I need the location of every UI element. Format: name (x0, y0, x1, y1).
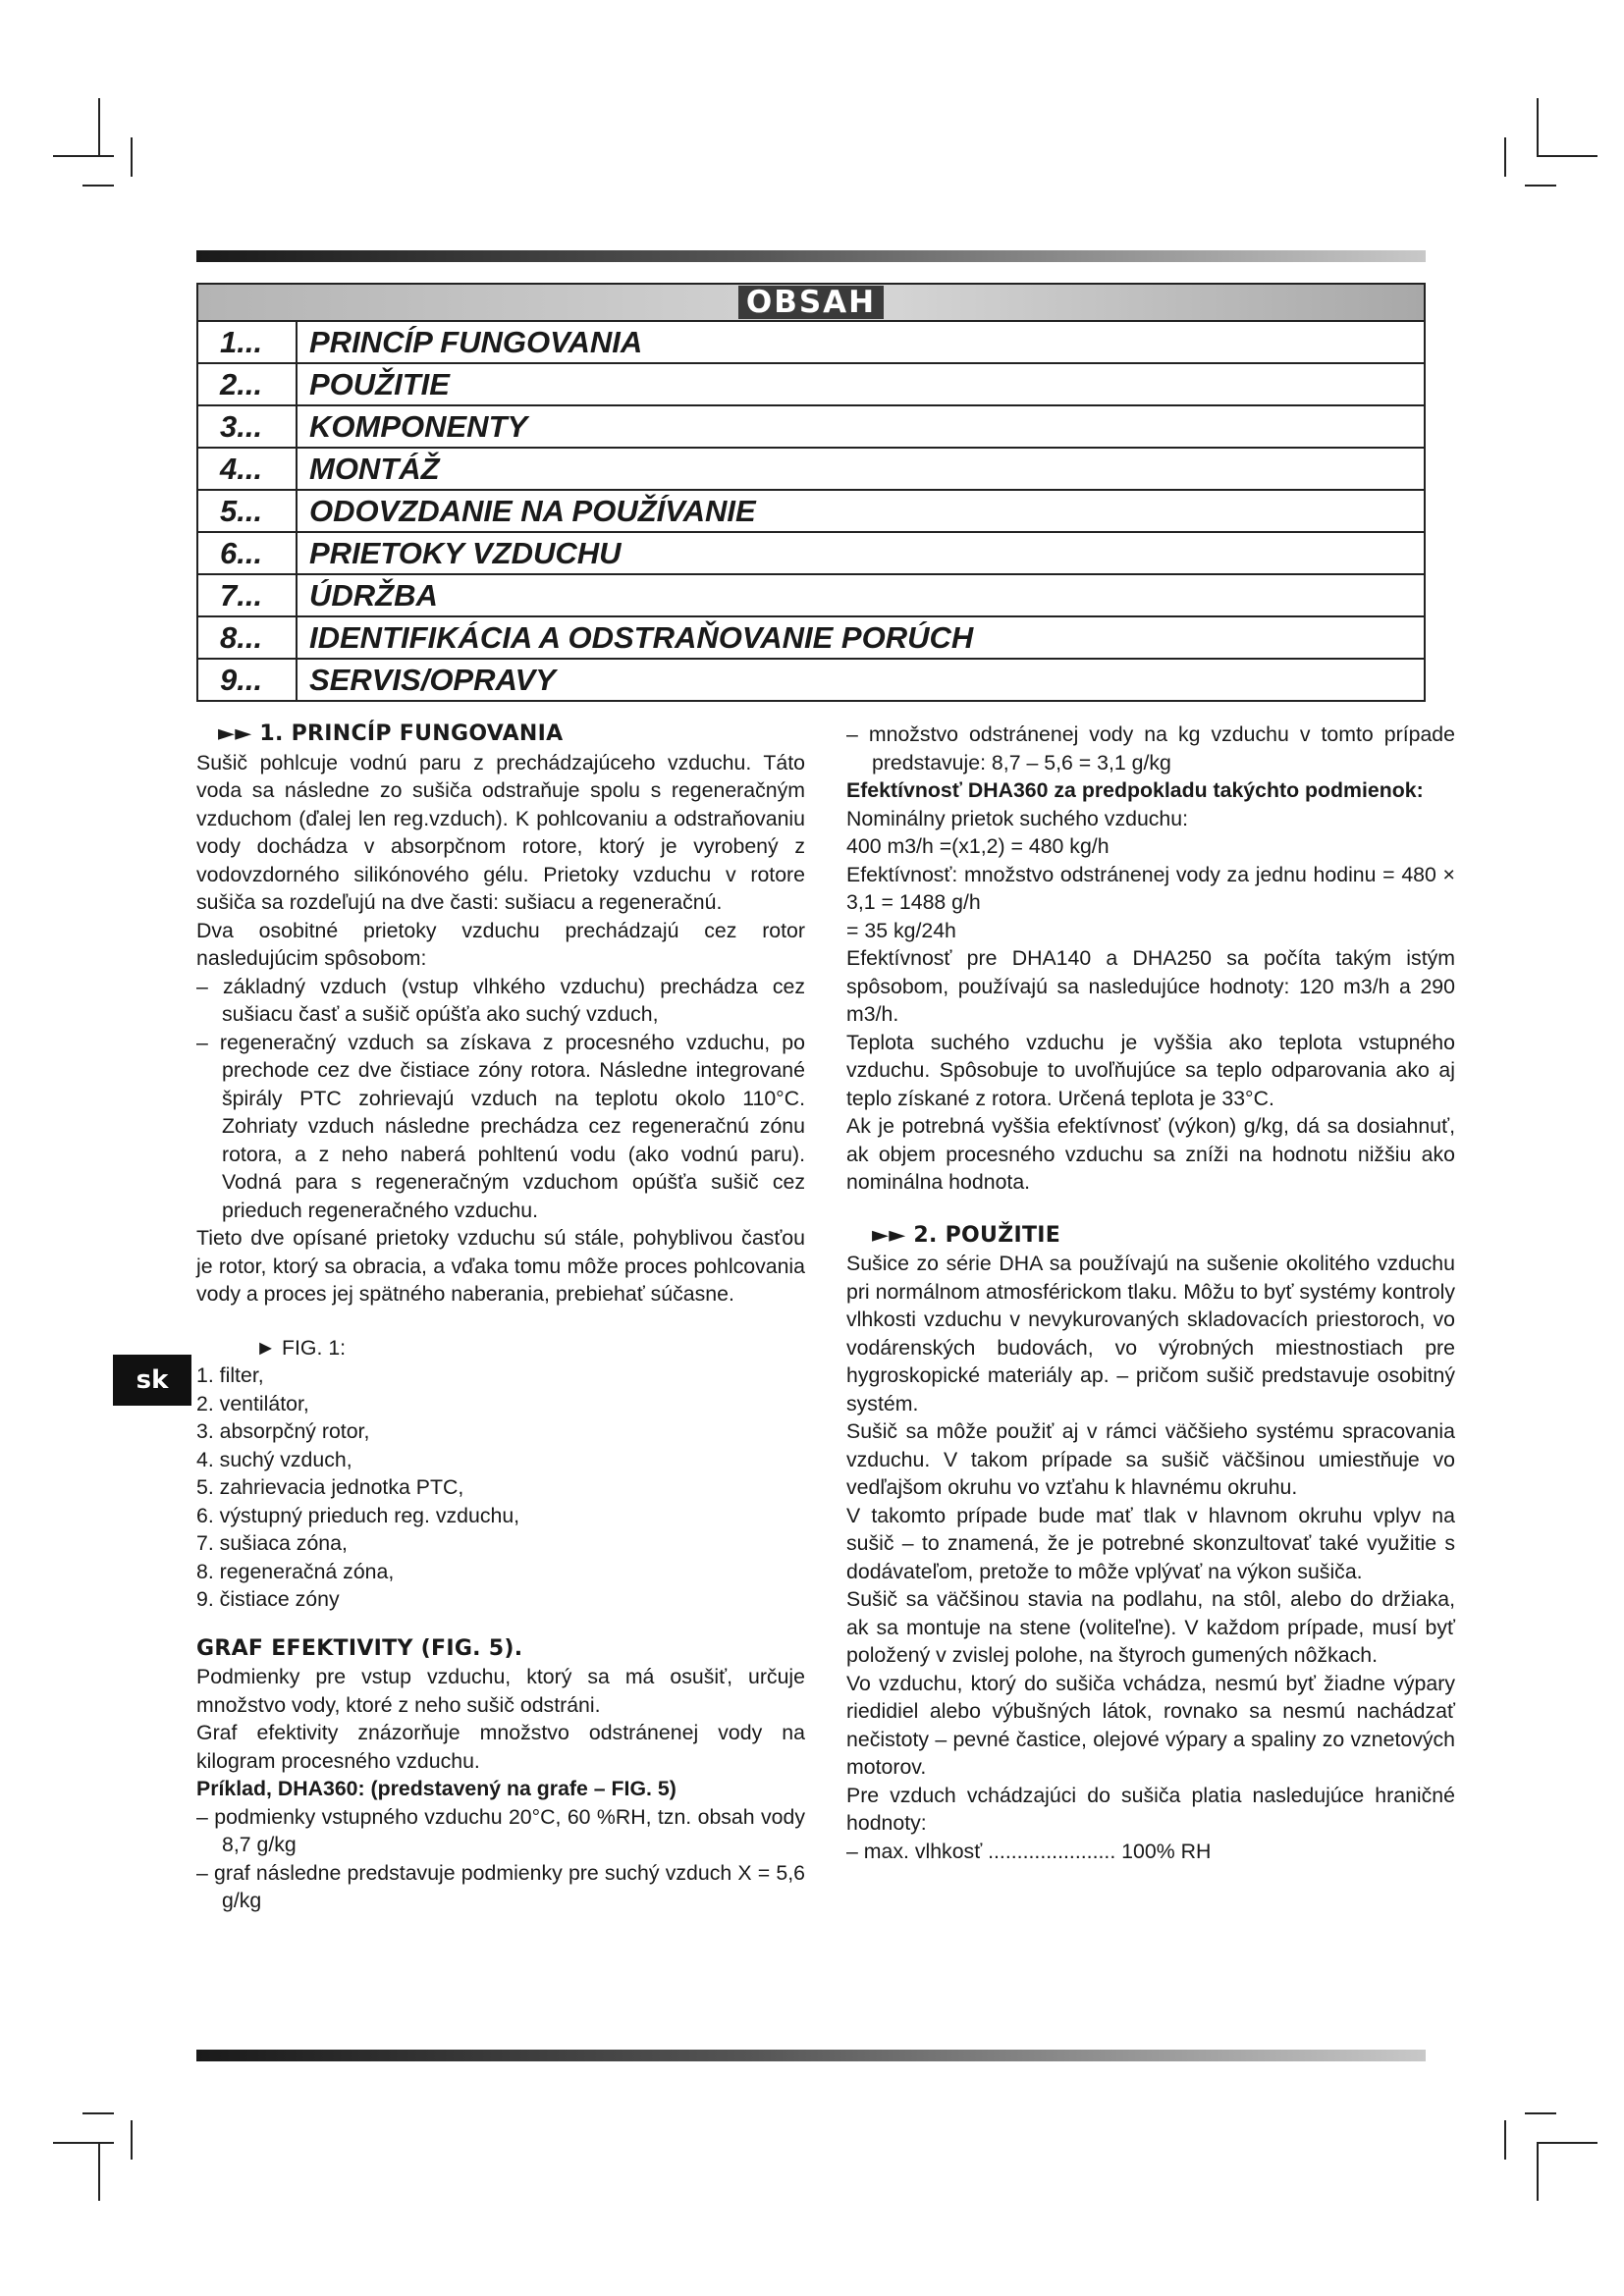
list-item: – graf následne predstavuje podmienky pre suchý vzduch X = 5,6 g/kg (196, 1860, 805, 1912)
toc-title: OBSAH (738, 286, 884, 319)
crop-mark (53, 155, 114, 157)
fig-item: 9. čistiace zóny (196, 1587, 340, 1611)
toc-title-item: ÚDRŽBA (297, 574, 1425, 616)
crop-mark (98, 2144, 100, 2201)
toc-title-item: IDENTIFIKÁCIA A ODSTRAŇOVANIE PORÚCH (297, 616, 1425, 659)
section-1-heading: ►► 1. PRINCÍP FUNGOVANIA (218, 721, 564, 746)
toc-title-item: SERVIS/OPRAVY (297, 659, 1425, 701)
paragraph: V takomto prípade bude mať tlak v hlavnom okruhu vplyv na sušič – to znamená, že je potrebné skonzultovať také využitie s dodávateľom, pretože to môže vplývať na výkon sušiča. (846, 1503, 1455, 1583)
crop-mark (1504, 137, 1506, 177)
bottom-rule (196, 2050, 1426, 2061)
crop-mark (1525, 185, 1556, 187)
paragraph: Nominálny prietok suchého vzduchu: (846, 806, 1189, 830)
paragraph: Dva osobitné prietoky vzduchu prechádzajú cez rotor nasledujúcim spôsobom: (196, 918, 805, 970)
paragraph: 400 m3/h =(x1,2) = 480 kg/h (846, 834, 1110, 858)
toc-title-item: MONTÁŽ (297, 448, 1425, 490)
fig-item: 4. suchý vzduch, (196, 1447, 352, 1471)
toc-row (197, 363, 1425, 405)
toc-row (197, 616, 1425, 659)
toc-title-item: ODOVZDANIE NA POUŽÍVANIE (297, 490, 1425, 532)
list-item: – regeneračný vzduch sa získava z procesného vzduchu, po prechode cez dve čistiace zóny rotora. Následne integrované špirály PTC zohrievajú vzduch na teplotu okolo 110°C. Zohriaty vzduch následne prechádza cez regeneračnú zónu rotora, a z neho naberá pohltenú vodu (ako vodnú paru). Vodná para s regeneračným vzduchom opúšťa sušič cez prieduch regeneračného vzduchu. (196, 1030, 805, 1222)
crop-mark (1537, 2142, 1597, 2144)
crop-mark (1537, 98, 1539, 155)
paragraph: Sušice zo série DHA sa používajú na sušenie okolitého vzduchu pri normálnom atmosférickom tlaku. Môžu to byť systémy kontroly vlhkosti vzduchu v nevykurovaných skladovacích priestoroch, vo vodárenských budovách, vo výrobných miestnostiach pre hygroskopické materiály ap. – pričom sušič predstavuje osobitný systém. (846, 1252, 1455, 1415)
crop-mark (98, 98, 100, 155)
efficiency-heading: Efektívnosť DHA360 za predpokladu takýchto podmienok: (846, 778, 1424, 802)
graf-heading: GRAF EFEKTIVITY (FIG. 5). (196, 1635, 523, 1661)
crop-mark (82, 2112, 114, 2114)
fig-item: 8. regeneračná zóna, (196, 1559, 395, 1583)
fig-item: 6. výstupný prieduch reg. vzduchu, (196, 1503, 520, 1527)
fig-label: ► FIG. 1: (255, 1335, 347, 1360)
crop-mark (1525, 2112, 1556, 2114)
fig-item: 3. absorpčný rotor, (196, 1419, 370, 1443)
paragraph: Pre vzduch vchádzajúci do sušiča platia nasledujúce hraničné hodnoty: (846, 1783, 1455, 1835)
toc-row (197, 321, 1425, 363)
fig-item: 1. filter, (196, 1363, 264, 1387)
right-column (846, 721, 1455, 1865)
paragraph: Teplota suchého vzduchu je vyššia ako teplota vstupného vzduchu. Spôsobuje to uvoľňujúce sa teplo odparovania ako aj teplo získané z rotora. Určená teplota je 33°C. (846, 1030, 1455, 1110)
crop-mark (131, 137, 133, 177)
toc-row (197, 448, 1425, 490)
toc-num: 3... (197, 405, 297, 448)
language-tab: sk (113, 1355, 191, 1406)
toc-row (197, 659, 1425, 701)
paragraph: Podmienky pre vstup vzduchu, ktorý sa má osušiť, určuje množstvo vody, ktoré z neho sušič odstráni. (196, 1665, 805, 1717)
example-heading: Príklad, DHA360: (predstavený na grafe – FIG. 5) (196, 1777, 677, 1800)
fig-item: 2. ventilátor, (196, 1391, 309, 1415)
list-item: – podmienky vstupného vzduchu 20°C, 60 %RH, tzn. obsah vody 8,7 g/kg (196, 1804, 805, 1856)
crop-mark (1504, 2120, 1506, 2160)
toc-num: 4... (197, 448, 297, 490)
toc-title-item: KOMPONENTY (297, 405, 1425, 448)
toc-row (197, 532, 1425, 574)
toc-num: 7... (197, 574, 297, 616)
paragraph: Efektívnosť pre DHA140 a DHA250 sa počíta takým istým spôsobom, používajú sa nasledujúce hodnoty: 120 m3/h a 290 m3/h. (846, 946, 1455, 1026)
toc-num: 5... (197, 490, 297, 532)
top-rule (196, 250, 1426, 262)
toc-num: 2... (197, 363, 297, 405)
list-item: – základný vzduch (vstup vlhkého vzduchu) prechádza cez sušiacu časť a sušič opúšťa ako suchý vzduch, (196, 974, 805, 1026)
paragraph: Sušič sa väčšinou stavia na podlahu, na stôl, alebo do držiaka, ak sa montuje na stene (voliteľne). V každom prípade, musí byť položený v zvislej polohe, na štyroch gumených nôžkach. (846, 1587, 1455, 1667)
paragraph: Ak je potrebná vyššia efektívnosť (výkon) g/kg, dá sa dosiahnuť, ak objem procesného vzduchu sa zníži na hodnotu nižšiu ako nominálna hodnota. (846, 1114, 1455, 1194)
toc-title-item: POUŽITIE (297, 363, 1425, 405)
crop-mark (53, 2142, 114, 2144)
toc-num: 9... (197, 659, 297, 701)
fig-item: 5. zahrievacia jednotka PTC, (196, 1475, 464, 1499)
paragraph: Vo vzduchu, ktorý do sušiča vchádza, nesmú byť žiadne výpary riedidiel alebo výbušných látok, rovnako sa nesmú nachádzať nečistoty – pevné častice, olejové výpary a spaliny zo vznetových motorov. (846, 1671, 1455, 1779)
toc-row (197, 490, 1425, 532)
toc-num: 6... (197, 532, 297, 574)
toc-num: 8... (197, 616, 297, 659)
paragraph: Efektívnosť: množstvo odstránenej vody za jednu hodinu = 480 × 3,1 = 1488 g/h (846, 862, 1455, 914)
toc-title-item: PRIETOKY VZDUCHU (297, 532, 1425, 574)
paragraph: Sušič sa môže použiť aj v rámci väčšieho systému spracovania vzduchu. V takom prípade sa sušič väčšinou umiestňuje vo vedľajšom okruhu vo vzťahu k hlavnému okruhu. (846, 1419, 1455, 1499)
crop-mark (1537, 155, 1597, 157)
paragraph: Graf efektivity znázorňuje množstvo odstránenej vody na kilogram procesného vzduchu. (196, 1721, 805, 1773)
paragraph: Sušič pohlcuje vodnú paru z prechádzajúceho vzduchu. Táto voda sa následne zo sušiča odstraňuje spolu s regeneračným vzduchom (ďalej len reg.vzduch). K pohlcovaniu a odstraňovaniu vody dochádza v absorpčnom rotore, ktorý je vyrobený z vodovzdorného silikónového gélu. Prietoky vzduchu v rotore sušiča sa rozdeľujú na dve časti: sušiacu a regeneračnú. (196, 750, 805, 914)
list-item: – množstvo odstránenej vody na kg vzduchu v tomto prípade predstavuje: 8,7 – 5,6 = 3,1 g/kg (846, 722, 1455, 774)
toc-header (197, 284, 1425, 321)
table-of-contents (196, 283, 1426, 702)
toc-row (197, 574, 1425, 616)
crop-mark (131, 2120, 133, 2160)
crop-mark (1537, 2144, 1539, 2201)
left-column (196, 721, 805, 1915)
fig-item: 7. sušiaca zóna, (196, 1531, 348, 1555)
toc-row (197, 405, 1425, 448)
crop-mark (82, 185, 114, 187)
toc-title-item: PRINCÍP FUNGOVANIA (297, 321, 1425, 363)
paragraph: – max. vlhkosť ...................... 100% RH (846, 1839, 1212, 1863)
paragraph: Tieto dve opísané prietoky vzduchu sú stále, pohyblivou časťou je rotor, ktorý sa obracia, a vďaka tomu môže proces pohlcovania vody a proces jej spätného naberania, prebiehať súčasne. (196, 1226, 805, 1306)
section-2-heading: ►► 2. POUŽITIE (872, 1222, 1061, 1248)
paragraph: = 35 kg/24h (846, 918, 956, 942)
toc-num: 1... (197, 321, 297, 363)
